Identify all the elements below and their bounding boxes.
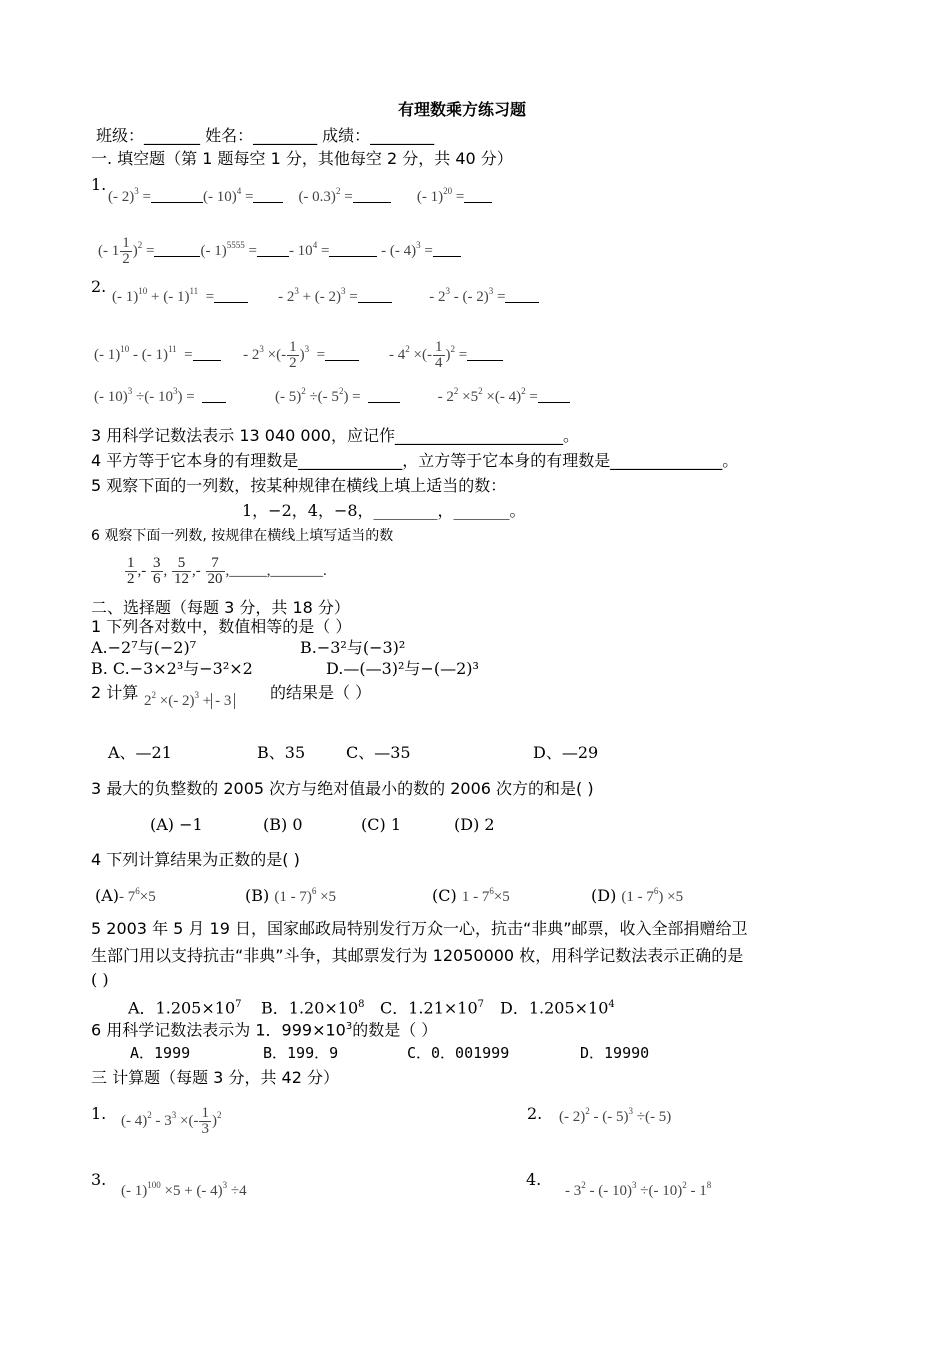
q6-sequence: $\frac{1}{2}$ ,- $\frac{3}{6}$ , $\frac{5}{12}$ ,- $\frac{7}{20}$ ,_____,_______. xyxy=(127,555,327,587)
s2-q1-option-b: B.−3²与(−3)² xyxy=(300,638,406,657)
s2-q1-option-d: D.—(—3)²与−(—2)³ xyxy=(326,659,479,678)
s2-q1: 1 下列各对数中，数值相等的是（ ） xyxy=(91,617,352,636)
s2-q2-option-d: D、—29 xyxy=(533,743,599,762)
q6-fill: 6 观察下面一列数, 按规律在横线上填写适当的数 xyxy=(91,528,394,544)
s2-q3: 3 最大的负整数的 2005 次方与绝对值最小的数的 2006 次方的和是( ) xyxy=(91,779,594,798)
s2-q6: 6 用科学记数法表示为 1．$999\times 10^3$的数是（ ） xyxy=(91,1020,438,1040)
s2-q5-option-c: C．$1.21\times 10^7$ xyxy=(380,998,485,1018)
s3-p1-expression: (- $4)^2 - 3^3$ ×(- $\frac{1}{3}$ )$^2$ xyxy=(121,1105,222,1137)
section2-heading: 二、选择题（每题 3 分，共 18 分） xyxy=(91,598,350,617)
q2-row-a: (- 1)$^{10}$ + (- 1)$^{11}$ = - $2^3$ + (- 2)$^3$ = - $2^3$ - (- 2)$^3$ = xyxy=(112,288,539,306)
section1-heading: 一. 填空题（第 1 题每空 1 分，其他每空 2 分，共 40 分） xyxy=(91,149,513,168)
s3-p4-expression: - $3^2$ - (- 10)$^3$ ÷(- $10)^2 - 1^8$ xyxy=(565,1180,712,1199)
s2-q5-line2: 生部门用以支持抗击“非典”斗争，其邮票发行为 12050000 枚，用科学记数法表示正确的是 xyxy=(91,946,744,965)
s3-p1-number: 1. xyxy=(91,1104,107,1123)
s2-q6-option-b: B．199．9 xyxy=(263,1044,339,1062)
s3-p4-number: 4. xyxy=(526,1170,542,1189)
s2-q5-line3: ( ) xyxy=(91,970,109,989)
s2-q2-prefix: 2 计算 xyxy=(91,683,139,702)
s3-p2-number: 2. xyxy=(527,1104,543,1123)
s2-q2-option-c: C、—35 xyxy=(346,743,411,762)
s3-p2-expression: (- 2)$^2$ - (- 5)$^3$ ÷(- 5) xyxy=(559,1106,672,1125)
s2-q3-option-d: (D) 2 xyxy=(454,815,495,834)
s2-q4-option-c: (C) $1 - 7^6\times 5$ xyxy=(432,886,510,905)
q2-row-b: (- 1)$^{10}$ - (- 1)$^{11}$ = - $2^3$ ×(- $\frac{1}{2}$ )$^3$ = - $4^2$ ×(- $\frac{1}{4}$ )$^2$ = xyxy=(94,340,503,371)
page-title: 有理数乘方练习题 xyxy=(398,100,527,119)
s2-q2-expression: $2^2$ ×(- 2)$^3$ + - 3 xyxy=(144,692,235,710)
q2-number: 2. xyxy=(91,277,107,296)
q5-fill: 5 观察下面的一列数，按某种规律在横线上填上适当的数： xyxy=(91,476,507,495)
s2-q5-line1: 5 2003 年 5 月 19 日，国家邮政局特别发行万众一心，抗击“非典”邮票，收入全部捐赠给卫 xyxy=(91,919,748,938)
s2-q2-option-b: B、35 xyxy=(257,743,306,762)
s2-q4-option-a: (A)- $7^6\times 5$ xyxy=(95,886,156,905)
s2-q6-option-c: C．0．001999 xyxy=(407,1044,510,1062)
s2-q2-option-a: A、—21 xyxy=(108,743,172,762)
s2-q1-option-c: B. C.−3×2³与−3²×2 xyxy=(91,659,253,678)
s2-q5-option-a: A．$1.205\times 10^7$ xyxy=(128,998,242,1018)
s2-q4-option-d: (D) $(1 - 7^6) \times 5$ xyxy=(591,886,684,905)
s2-q5-option-b: B．$1.20\times 10^8$ xyxy=(261,998,365,1018)
s2-q5-option-d: D．$1.205\times 10^4$ xyxy=(500,998,615,1018)
q4-fill: 4 平方等于它本身的有理数是_____________，立方等于它本身的有理数是______________。 xyxy=(91,451,739,470)
s2-q4-option-b: (B) (1 - 7)$^6$ ×5 xyxy=(245,886,337,905)
s2-q6-option-d: D．19990 xyxy=(580,1044,650,1062)
section3-heading: 三 计算题（每题 3 分，共 42 分） xyxy=(91,1068,339,1087)
s3-p3-expression: (- 1)$^{100}$ ×5 + (- 4)$^3$ ÷4 xyxy=(121,1180,247,1199)
q1-row-a: (- 2)$^3$ = (- 10)$^4$ = (- 0.3)$^2$ = (- 1)$^{20}$ = xyxy=(108,188,492,206)
s2-q1-option-a: A.−2⁷与(−2)⁷ xyxy=(91,638,197,657)
q1-number: 1. xyxy=(91,175,107,194)
s2-q2-suffix: 的结果是（ ） xyxy=(270,683,372,702)
s2-q4: 4 下列计算结果为正数的是( ) xyxy=(91,850,300,869)
student-info-line: 班级：_______ 姓名：________ 成绩：________ xyxy=(96,126,435,145)
q5-sequence: 1，−2，4，−8，________，_______。 xyxy=(242,501,526,520)
s3-p3-number: 3. xyxy=(91,1170,107,1189)
s2-q3-option-b: (B) 0 xyxy=(263,815,303,834)
s2-q6-option-a: A．1999 xyxy=(130,1044,191,1062)
q1-row-b: (- 1 $\frac{1}{2}$ )$^2$ = (- 1)$^{5555}$ = - $10^4$ = - (- 4)$^3$ = xyxy=(98,236,461,267)
q3-fill: 3 用科学记数法表示 13 040 000，应记作_____________________。 xyxy=(91,426,579,445)
s2-q3-option-a: (A) −1 xyxy=(150,815,203,834)
q2-row-c: (- 10)$^3$ ÷(- $10^3$) = (- 5)$^2$ ÷(- $5^2$) = - $2^2 \times 5^2$ ×(- 4)$^2$ = xyxy=(94,388,570,406)
s2-q3-option-c: (C) 1 xyxy=(361,815,401,834)
